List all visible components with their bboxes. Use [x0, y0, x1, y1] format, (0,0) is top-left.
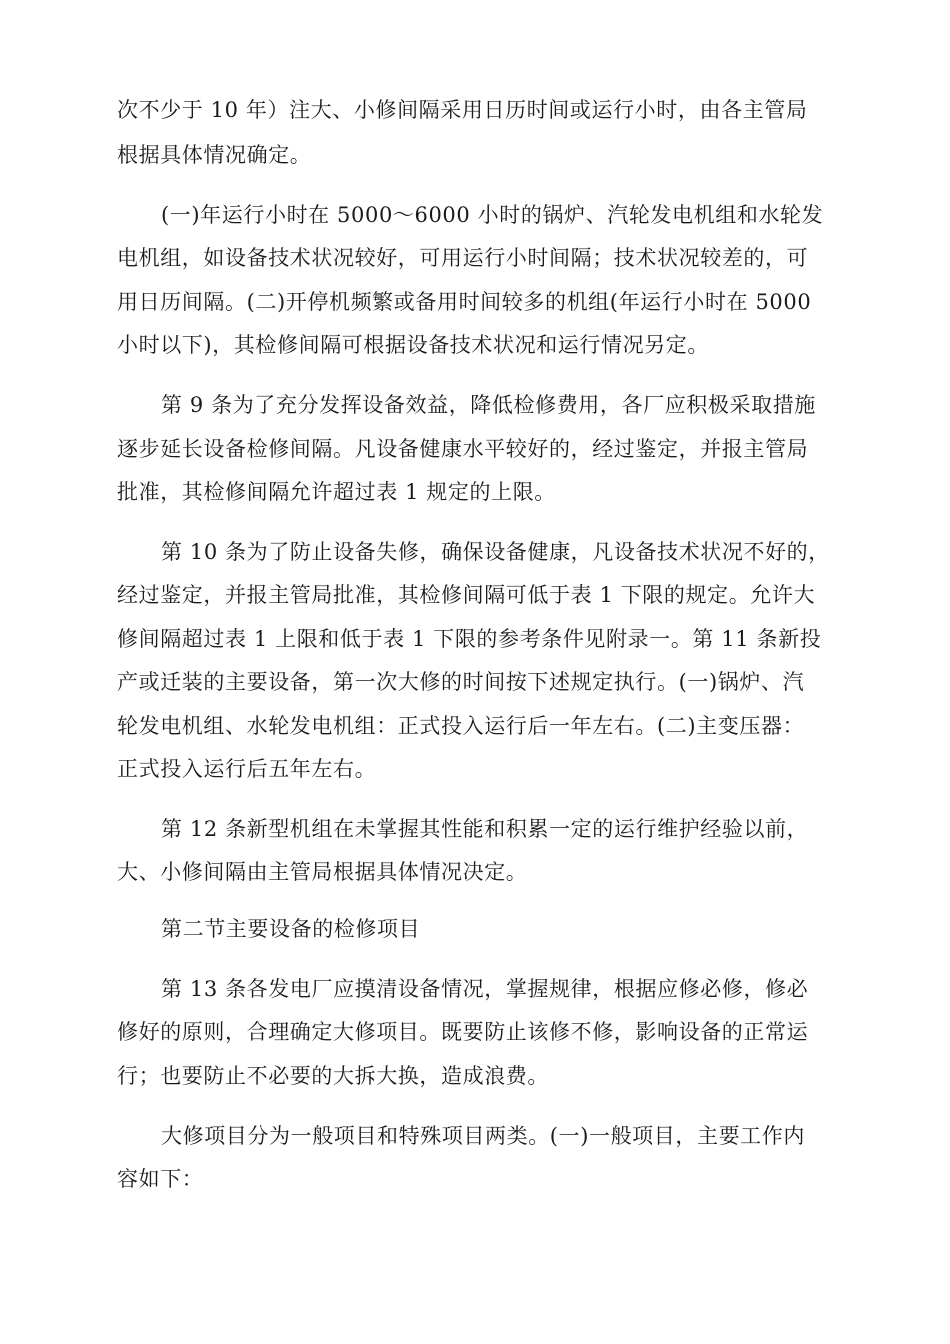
- text-line: 轮发电机组、水轮发电机组：正式投入运行后一年左右。(二)主变压器：: [117, 714, 805, 738]
- text-line: 小时以下)，其检修间隔可根据设备技术状况和运行情况另定。: [117, 333, 709, 357]
- text-line: 第 13 条各发电厂应摸清设备情况，掌握规律，根据应修必修，修必: [161, 977, 809, 1001]
- text-line: 第 12 条新型机组在未掌握其性能和积累一定的运行维护经验以前，: [161, 817, 809, 841]
- text-line: 修好的原则，合理确定大修项目。既要防止该修不修，影响设备的正常运: [117, 1020, 809, 1044]
- text-line: (一)年运行小时在 5000～6000 小时的锅炉、汽轮发电机组和水轮发: [161, 203, 824, 227]
- text-line: 容如下：: [117, 1167, 204, 1191]
- text-line: 电机组，如设备技术状况较好，可用运行小时间隔；技术状况较差的，可: [117, 246, 809, 270]
- text-line: 经过鉴定，并报主管局批准，其检修间隔可低于表 1 下限的规定。允许大: [117, 583, 816, 607]
- text-line: 大、小修间隔由主管局根据具体情况决定。: [117, 860, 528, 884]
- text-line: 第 10 条为了防止设备失修，确保设备健康，凡设备技术状况不好的，: [161, 540, 830, 564]
- text-line: 大修项目分为一般项目和特殊项目两类。(一)一般项目，主要工作内: [161, 1124, 805, 1148]
- section-heading: 第二节主要设备的检修项目: [161, 917, 421, 941]
- text-line: 正式投入运行后五年左右。: [117, 757, 377, 781]
- text-line: 用日历间隔。(二)开停机频繁或备用时间较多的机组(年运行小时在 5000: [117, 290, 812, 314]
- text-line: 批准，其检修间隔允许超过表 1 规定的上限。: [117, 480, 556, 504]
- text-line: 行；也要防止不必要的大拆大换，造成浪费。: [117, 1064, 549, 1088]
- text-line: 根据具体情况确定。: [117, 143, 312, 167]
- text-line: 逐步延长设备检修间隔。凡设备健康水平较好的，经过鉴定，并报主管局: [117, 437, 809, 461]
- text-line: 产或迁装的主要设备，第一次大修的时间按下述规定执行。(一)锅炉、汽: [117, 670, 805, 694]
- text-line: 第 9 条为了充分发挥设备效益，降低检修费用，各厂应积极采取措施: [161, 393, 816, 417]
- text-line: 修间隔超过表 1 上限和低于表 1 下限的参考条件见附录一。第 11 条新投: [117, 627, 822, 651]
- text-line: 次不少于 10 年）注大、小修间隔采用日历时间或运行小时，由各主管局: [117, 98, 808, 122]
